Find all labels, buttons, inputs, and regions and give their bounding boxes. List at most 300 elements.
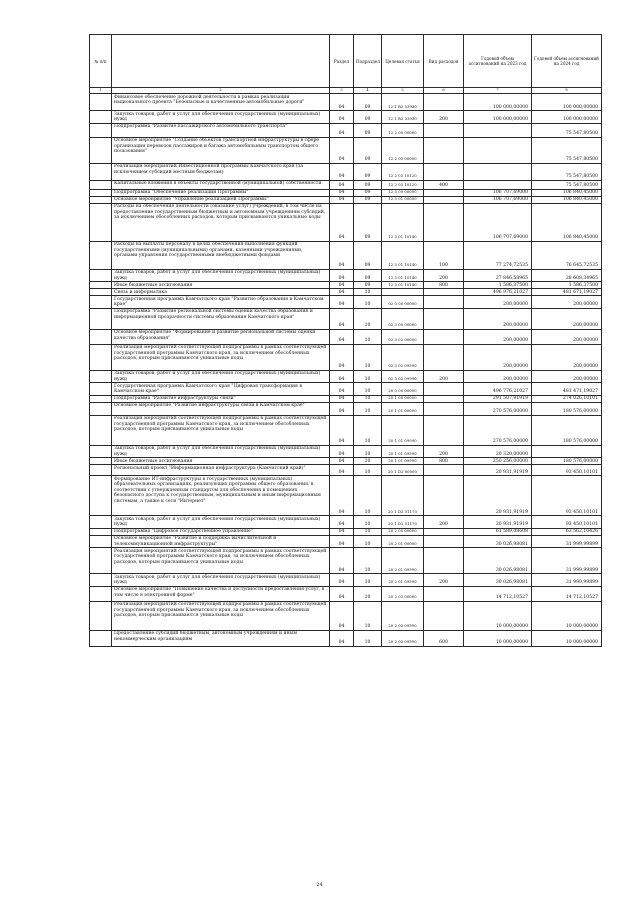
cell-name: Основное мероприятие "Повышение качества и доступности предоставления услуг, в том числе в электронной форме" [112,586,330,601]
cell-amount-2023: 20 320,00000 [464,445,532,458]
cell-name: Подпрограмма "Цифровое государственное управление" [112,528,330,535]
cell-name: Связь и информатика [112,289,330,296]
cell-amount-2023: 106 707,69000 [464,189,532,196]
table-row [90,586,602,601]
cell-amount-2024: 75 547,80500 [532,180,602,189]
cell-amount-2024: 200,00000 [532,296,602,309]
cell-razdel: 04 [330,458,354,465]
cell-expense-type: 800 [424,282,464,289]
cell-number [90,395,112,402]
cell-amount-2023: 100 000,00000 [464,111,532,124]
cell-razdel: 04 [330,94,354,111]
cell-expense-type [424,476,464,516]
cell-name: Реализация мероприятий соответствующей подпрограммы в рамках соответствующей государственной программы Камчатского края, за исключением обособленных расходов, которым присваиваются уникальные коды [112,548,330,574]
cell-name: Региональный проект "Информационная инфраструктура (Камчатский край)" [112,465,330,476]
cell-podrazdel: 09 [354,111,382,124]
cell-name: Основное мероприятие "Управление реализацией Программы" [112,196,330,203]
table-row [90,415,602,445]
cell-number [90,528,112,535]
cell-podrazdel: 09 [354,241,382,269]
cell-name: Реализация мероприятий Инвестиционной программы Камчатского края (за исключением субсидий местным бюджетам) [112,163,330,180]
cell-expense-type [424,196,464,203]
cell-expense-type [424,383,464,396]
cell-amount-2023: 100 000,00000 [464,94,532,111]
cell-razdel: 04 [330,630,354,646]
cell-name: Основное мероприятие "Создание объектов транспортной инфраструктуры в сфере организации перевозок пассажиров и багажа автомобильным транспортом общего пользования" [112,137,330,163]
column-number: 1 [90,88,112,94]
cell-expense-type [424,123,464,137]
cell-razdel: 04 [330,189,354,196]
cell-name: Подпрограмма "Развитие региональной системы оценки качества образования и информационной прозрачности системы образования Камчатского края" [112,308,330,329]
cell-amount-2023: 291 507,91919 [464,395,532,402]
cell-expense-type: 200 [424,516,464,529]
cell-amount-2024: 76 645,72535 [532,241,602,269]
cell-name: Подпрограмма "Обеспечение реализации Программы" [112,189,330,196]
cell-razdel: 04 [330,296,354,309]
cell-amount-2023: 20 931,91919 [464,465,532,476]
cell-amount-2023: 77 274,72535 [464,241,532,269]
cell-razdel: 04 [330,548,354,574]
cell-name: Подпрограмма "Развитие инфраструктуры связи" [112,395,330,402]
column-number: 7 [464,88,532,94]
cell-name: Основное мероприятие "Формирование и развитие региональной системы оценки качества образования" [112,329,330,344]
cell-podrazdel: 10 [354,586,382,601]
header-target-article: Целевая статья [382,35,424,88]
cell-number [90,601,112,630]
cell-amount-2024: 63 562,10426 [532,528,602,535]
cell-amount-2023: 14 712,10527 [464,586,532,601]
cell-name: Закупка товаров, работ и услуг для обеспечения государственных (муниципальных) нужд [112,111,330,124]
column-number: 6 [424,88,464,94]
cell-expense-type [424,289,464,296]
cell-target-article: 12 2 03 10120 [382,163,424,180]
cell-target-article: 20 1 01 00000 [382,402,424,415]
header-razdel: Раздел [330,35,354,88]
cell-podrazdel: 09 [354,180,382,189]
cell-razdel: 04 [330,111,354,124]
cell-amount-2024: 93 450,10101 [532,465,602,476]
cell-target-article: 12 5 01 10140 [382,282,424,289]
cell-target-article: 20 1 D2 51170 [382,516,424,529]
cell-podrazdel: 10 [354,630,382,646]
cell-amount-2023: 200,00000 [464,329,532,344]
table-row [90,137,602,163]
cell-amount-2024: 106 840,45000 [532,196,602,203]
cell-name: Государственная программа Камчатского края "Развитие образования в Камчатском крае" [112,296,330,309]
cell-razdel: 04 [330,329,354,344]
cell-expense-type [424,296,464,309]
table-row [90,111,602,124]
cell-podrazdel: 09 [354,196,382,203]
cell-expense-type: 200 [424,574,464,587]
cell-amount-2023: 200,00000 [464,296,532,309]
cell-expense-type: 200 [424,370,464,383]
cell-razdel: 04 [330,344,354,370]
cell-razdel: 04 [330,163,354,180]
cell-podrazdel: 10 [354,528,382,535]
cell-expense-type: 200 [424,111,464,124]
cell-number [90,516,112,529]
cell-amount-2023 [464,123,532,137]
cell-podrazdel: 10 [354,458,382,465]
cell-target-article: 20 2 01 09990 [382,548,424,574]
cell-target-article: 20 2 01 00000 [382,535,424,548]
cell-razdel: 04 [330,415,354,445]
cell-amount-2023: 270 576,00000 [464,415,532,445]
cell-amount-2024: 14 712,10527 [532,586,602,601]
cell-amount-2023: 30 026,98081 [464,548,532,574]
cell-razdel: 04 [330,528,354,535]
cell-number [90,282,112,289]
cell-target-article: 12 1 R2 53930 [382,94,424,111]
cell-number [90,308,112,329]
table-row [90,395,602,402]
cell-amount-2024 [532,445,602,458]
cell-amount-2024: 31 999,99899 [532,574,602,587]
cell-target-article: 20 1 D2 51170 [382,476,424,516]
cell-amount-2023: 20 931,91919 [464,476,532,516]
cell-name: Расходы на выплаты персоналу в целях обеспечения выполнения функций государственными (муниципальными) органами, казенными учреждениями, органами управления государственными внебюджетными фондами [112,241,330,269]
header-name [112,35,330,88]
cell-podrazdel: 10 [354,516,382,529]
cell-podrazdel: 10 [354,329,382,344]
cell-expense-type [424,163,464,180]
cell-expense-type: 600 [424,630,464,646]
cell-razdel: 04 [330,402,354,415]
cell-target-article: 02 0 00 00000 [382,296,424,309]
cell-expense-type [424,601,464,630]
cell-number [90,296,112,309]
cell-name: Предоставление субсидий бюджетным, автономным учреждениям и иным некоммерческим организациям [112,630,330,646]
cell-amount-2023: 30 026,98081 [464,574,532,587]
cell-number [90,476,112,516]
cell-podrazdel: 09 [354,94,382,111]
cell-expense-type [424,586,464,601]
cell-target-article: 02 3 02 09990 [382,344,424,370]
cell-podrazdel: 10 [354,402,382,415]
table-row [90,383,602,396]
cell-target-article: 12 5 01 10140 [382,269,424,282]
cell-name: Реализация мероприятий соответствующей подпрограммы в рамках соответствующей государственной программы Камчатского края, за исключением обособленных расходов, которым присваиваются уникальные коды [112,415,330,445]
cell-amount-2024: 481 671,19027 [532,289,602,296]
cell-amount-2024: 106 840,45000 [532,203,602,241]
budget-table [89,34,602,647]
table-row [90,601,602,630]
table-row [90,282,602,289]
cell-razdel: 04 [330,289,354,296]
cell-podrazdel: 10 [354,370,382,383]
table-row [90,308,602,329]
cell-expense-type [424,308,464,329]
table-row [90,458,602,465]
cell-amount-2023: 106 707,69000 [464,203,532,241]
cell-expense-type [424,344,464,370]
cell-number [90,630,112,646]
cell-razdel: 04 [330,465,354,476]
cell-amount-2023: 496 776,21027 [464,383,532,396]
table-row [90,516,602,529]
cell-target-article: 12 5 01 10140 [382,241,424,269]
cell-podrazdel: 10 [354,574,382,587]
cell-number [90,289,112,296]
cell-name: Закупка товаров, работ и услуг для обеспечения государственных (муниципальных) нужд [112,516,330,529]
cell-number [90,269,112,282]
cell-number [90,548,112,574]
cell-amount-2023: 250 256,00000 [464,458,532,465]
cell-name: Реализация мероприятий соответствующей подпрограммы в рамках соответствующей государственной программы Камчатского края, за исключением обособленных расходов, которым присваиваются уникальные коды [112,344,330,370]
cell-razdel: 04 [330,586,354,601]
cell-number [90,203,112,241]
table-row [90,528,602,535]
cell-amount-2024: 200,00000 [532,308,602,329]
cell-number [90,415,112,445]
cell-podrazdel: 09 [354,137,382,163]
cell-name: Закупка товаров, работ и услуг для обеспечения государственных (муниципальных) нужд [112,269,330,282]
cell-amount-2024: 200,00000 [532,370,602,383]
table-row [90,476,602,516]
cell-target-article [382,289,424,296]
cell-expense-type [424,189,464,196]
table-row [90,163,602,180]
cell-number [90,344,112,370]
cell-podrazdel: 09 [354,123,382,137]
cell-amount-2024: 274 026,10101 [532,395,602,402]
table-row [90,241,602,269]
cell-expense-type: 800 [424,458,464,465]
cell-amount-2024: 200,00000 [532,344,602,370]
cell-podrazdel: 10 [354,383,382,396]
cell-podrazdel: 09 [354,203,382,241]
cell-target-article: 12 2 00 00000 [382,123,424,137]
table-row [90,344,602,370]
cell-podrazdel: 09 [354,269,382,282]
cell-razdel: 04 [330,203,354,241]
cell-number [90,163,112,180]
cell-amount-2024: 106 840,45000 [532,189,602,196]
cell-amount-2023: 10 000,00000 [464,630,532,646]
cell-name: Иные бюджетные ассигнования [112,282,330,289]
cell-target-article: 20 2 02 09990 [382,630,424,646]
page-number: 24 [316,882,323,888]
cell-amount-2024: 75 547,80500 [532,137,602,163]
column-number: 5 [382,88,424,94]
cell-name: Расходы на обеспечение деятельности (оказание услуг) учреждений, в том числе на предоставление государственным бюджетным и автономным учреждениям субсидий, за исключением обособленных расходов, которым присваиваются уникальные коды [112,203,330,241]
column-number: 3 [330,88,354,94]
cell-amount-2023 [464,180,532,189]
table-row [90,289,602,296]
cell-number [90,196,112,203]
cell-number [90,458,112,465]
cell-amount-2023: 200,00000 [464,308,532,329]
cell-podrazdel: 10 [354,476,382,516]
cell-podrazdel: 10 [354,308,382,329]
cell-number [90,123,112,137]
cell-podrazdel: 09 [354,163,382,180]
header-amount-2024: Годовой объем ассигнований на 2024 год [532,35,602,88]
cell-podrazdel: 09 [354,282,382,289]
cell-expense-type [424,548,464,574]
cell-amount-2024: 31 999,99899 [532,535,602,548]
cell-razdel: 04 [330,196,354,203]
table-row [90,196,602,203]
cell-target-article: 20 2 02 09990 [382,601,424,630]
table-row [90,465,602,476]
cell-amount-2024: 93 450,10101 [532,516,602,529]
cell-amount-2024: 100 000,00000 [532,111,602,124]
cell-name: Закупка товаров, работ и услуг для обеспечения государственных (муниципальных) нужд [112,574,330,587]
table-row [90,329,602,344]
header-number: № п/п [90,35,112,88]
cell-number [90,445,112,458]
cell-razdel: 04 [330,395,354,402]
cell-target-article: 20 1 01 09990 [382,458,424,465]
cell-number [90,383,112,396]
cell-podrazdel: 10 [354,465,382,476]
cell-amount-2024: 10 000,00000 [532,630,602,646]
cell-name: Формирование ИТ-инфраструктуры в государственных (муниципальных) образовательных организациях, реализующих программы общего образования, в соответствии с утвержденным стандартом для обеспечения в помещениях безопасного доступа к государственным, муниципальным и иным информационным системам, а также к сети "Интернет" [112,476,330,516]
cell-name: Закупка товаров, работ и услуг для обеспечения государственных (муниципальных) нужд [112,370,330,383]
table-row [90,548,602,574]
cell-name: Основное мероприятие "Развитие и поддержка вычислительной и телекоммуникационной инфраструктуры" [112,535,330,548]
cell-number [90,189,112,196]
cell-name: Закупка товаров, работ и услуг для обеспечения государственных (муниципальных) нужд [112,445,330,458]
cell-amount-2024: 93 450,10101 [532,476,602,516]
cell-razdel: 04 [330,370,354,383]
cell-podrazdel: 10 [354,344,382,370]
cell-razdel: 04 [330,241,354,269]
cell-podrazdel: 10 [354,415,382,445]
cell-amount-2023: 30 026,98081 [464,535,532,548]
cell-razdel: 04 [330,137,354,163]
cell-name: Подпрограмма "Развитие пассажирского автомобильного транспорта" [112,123,330,137]
table-row [90,402,602,415]
cell-number [90,574,112,587]
cell-expense-type: 100 [424,241,464,269]
cell-name: Иные бюджетные ассигнования [112,458,330,465]
cell-amount-2023: 200,00000 [464,344,532,370]
cell-target-article: 02 3 02 00000 [382,329,424,344]
cell-razdel: 04 [330,180,354,189]
cell-expense-type [424,415,464,445]
cell-target-article: 20 1 01 09990 [382,445,424,458]
cell-razdel: 04 [330,123,354,137]
cell-amount-2023 [464,163,532,180]
cell-target-article: 20 0 00 00000 [382,383,424,396]
table-body [90,94,602,647]
cell-razdel: 04 [330,308,354,329]
table-row [90,535,602,548]
cell-razdel: 04 [330,476,354,516]
cell-number [90,465,112,476]
cell-razdel: 04 [330,574,354,587]
cell-amount-2024: 10 000,00000 [532,601,602,630]
table-row [90,94,602,111]
table-row [90,630,602,646]
table-row [90,180,602,189]
cell-number [90,111,112,124]
cell-amount-2023: 496 976,21027 [464,289,532,296]
header-amount-2023: Годовой объем ассигнований на 2023 год [464,35,532,88]
cell-amount-2023: 1 586,37500 [464,282,532,289]
cell-podrazdel: 10 [354,289,382,296]
cell-amount-2023: 27 846,58965 [464,269,532,282]
cell-expense-type [424,395,464,402]
cell-amount-2023 [464,137,532,163]
cell-target-article: 02 3 00 00000 [382,308,424,329]
cell-razdel: 04 [330,445,354,458]
cell-podrazdel: 10 [354,296,382,309]
cell-expense-type [424,465,464,476]
cell-podrazdel: 10 [354,395,382,402]
cell-name: Государственная программа Камчатского края "Цифровая трансформация в Камчатском крае" [112,383,330,396]
cell-expense-type [424,203,464,241]
cell-razdel: 04 [330,282,354,289]
cell-amount-2024: 180 576,00000 [532,458,602,465]
table-row [90,269,602,282]
cell-target-article: 20 1 00 00000 [382,395,424,402]
cell-number [90,94,112,111]
cell-amount-2023: 20 931,91919 [464,516,532,529]
cell-name: Финансовое обеспечение дорожной деятельности в рамках реализации национального проекта "Безопасные и качественные автомобильные дороги" [112,94,330,111]
cell-expense-type [424,94,464,111]
table-header-row [90,35,602,88]
cell-number [90,535,112,548]
cell-target-article: 12 5 01 10140 [382,203,424,241]
cell-target-article: 20 2 00 00000 [382,528,424,535]
cell-target-article: 02 3 02 09990 [382,370,424,383]
cell-number [90,329,112,344]
cell-name: Основное мероприятие "Развитие инфраструктуры связи в Камчатском крае" [112,402,330,415]
cell-number [90,370,112,383]
table-row [90,296,602,309]
cell-expense-type: 200 [424,445,464,458]
table-row [90,574,602,587]
cell-name: Реализация мероприятий соответствующей подпрограммы в рамках соответствующей государственной программы Камчатского края, за исключением обособленных расходов, которым присваиваются уникальные коды [112,601,330,630]
cell-target-article: 12 5 01 00000 [382,196,424,203]
cell-expense-type [424,329,464,344]
header-podrazdel: Подраздел [354,35,382,88]
cell-amount-2024: 31 999,99899 [532,548,602,574]
cell-amount-2023: 106 707,69000 [464,196,532,203]
cell-target-article: 12 2 03 00000 [382,137,424,163]
table-row [90,123,602,137]
cell-amount-2024: 75 547,80500 [532,163,602,180]
header-expense-type: Вид расходов [424,35,464,88]
cell-amount-2024: 180 576,00000 [532,402,602,415]
cell-target-article: 12 1 R2 53930 [382,111,424,124]
cell-amount-2024: 1 586,37500 [532,282,602,289]
column-number: 8 [532,88,602,94]
cell-expense-type [424,528,464,535]
cell-expense-type [424,535,464,548]
cell-amount-2024: 180 576,00000 [532,415,602,445]
cell-expense-type: 400 [424,180,464,189]
cell-target-article: 20 1 D2 00000 [382,465,424,476]
cell-target-article: 20 2 01 09990 [382,574,424,587]
cell-expense-type [424,137,464,163]
cell-expense-type: 200 [424,269,464,282]
cell-podrazdel: 10 [354,535,382,548]
column-number: 2 [112,88,330,94]
cell-expense-type [424,402,464,415]
cell-podrazdel: 10 [354,601,382,630]
cell-name: Капитальные вложения в объекты государственной (муниципальной) собственности [112,180,330,189]
cell-amount-2024: 28 608,34965 [532,269,602,282]
cell-target-article: 12 2 03 10120 [382,180,424,189]
cell-amount-2023: 200,00000 [464,370,532,383]
table-row [90,445,602,458]
cell-target-article: 12 5 00 00000 [382,189,424,196]
